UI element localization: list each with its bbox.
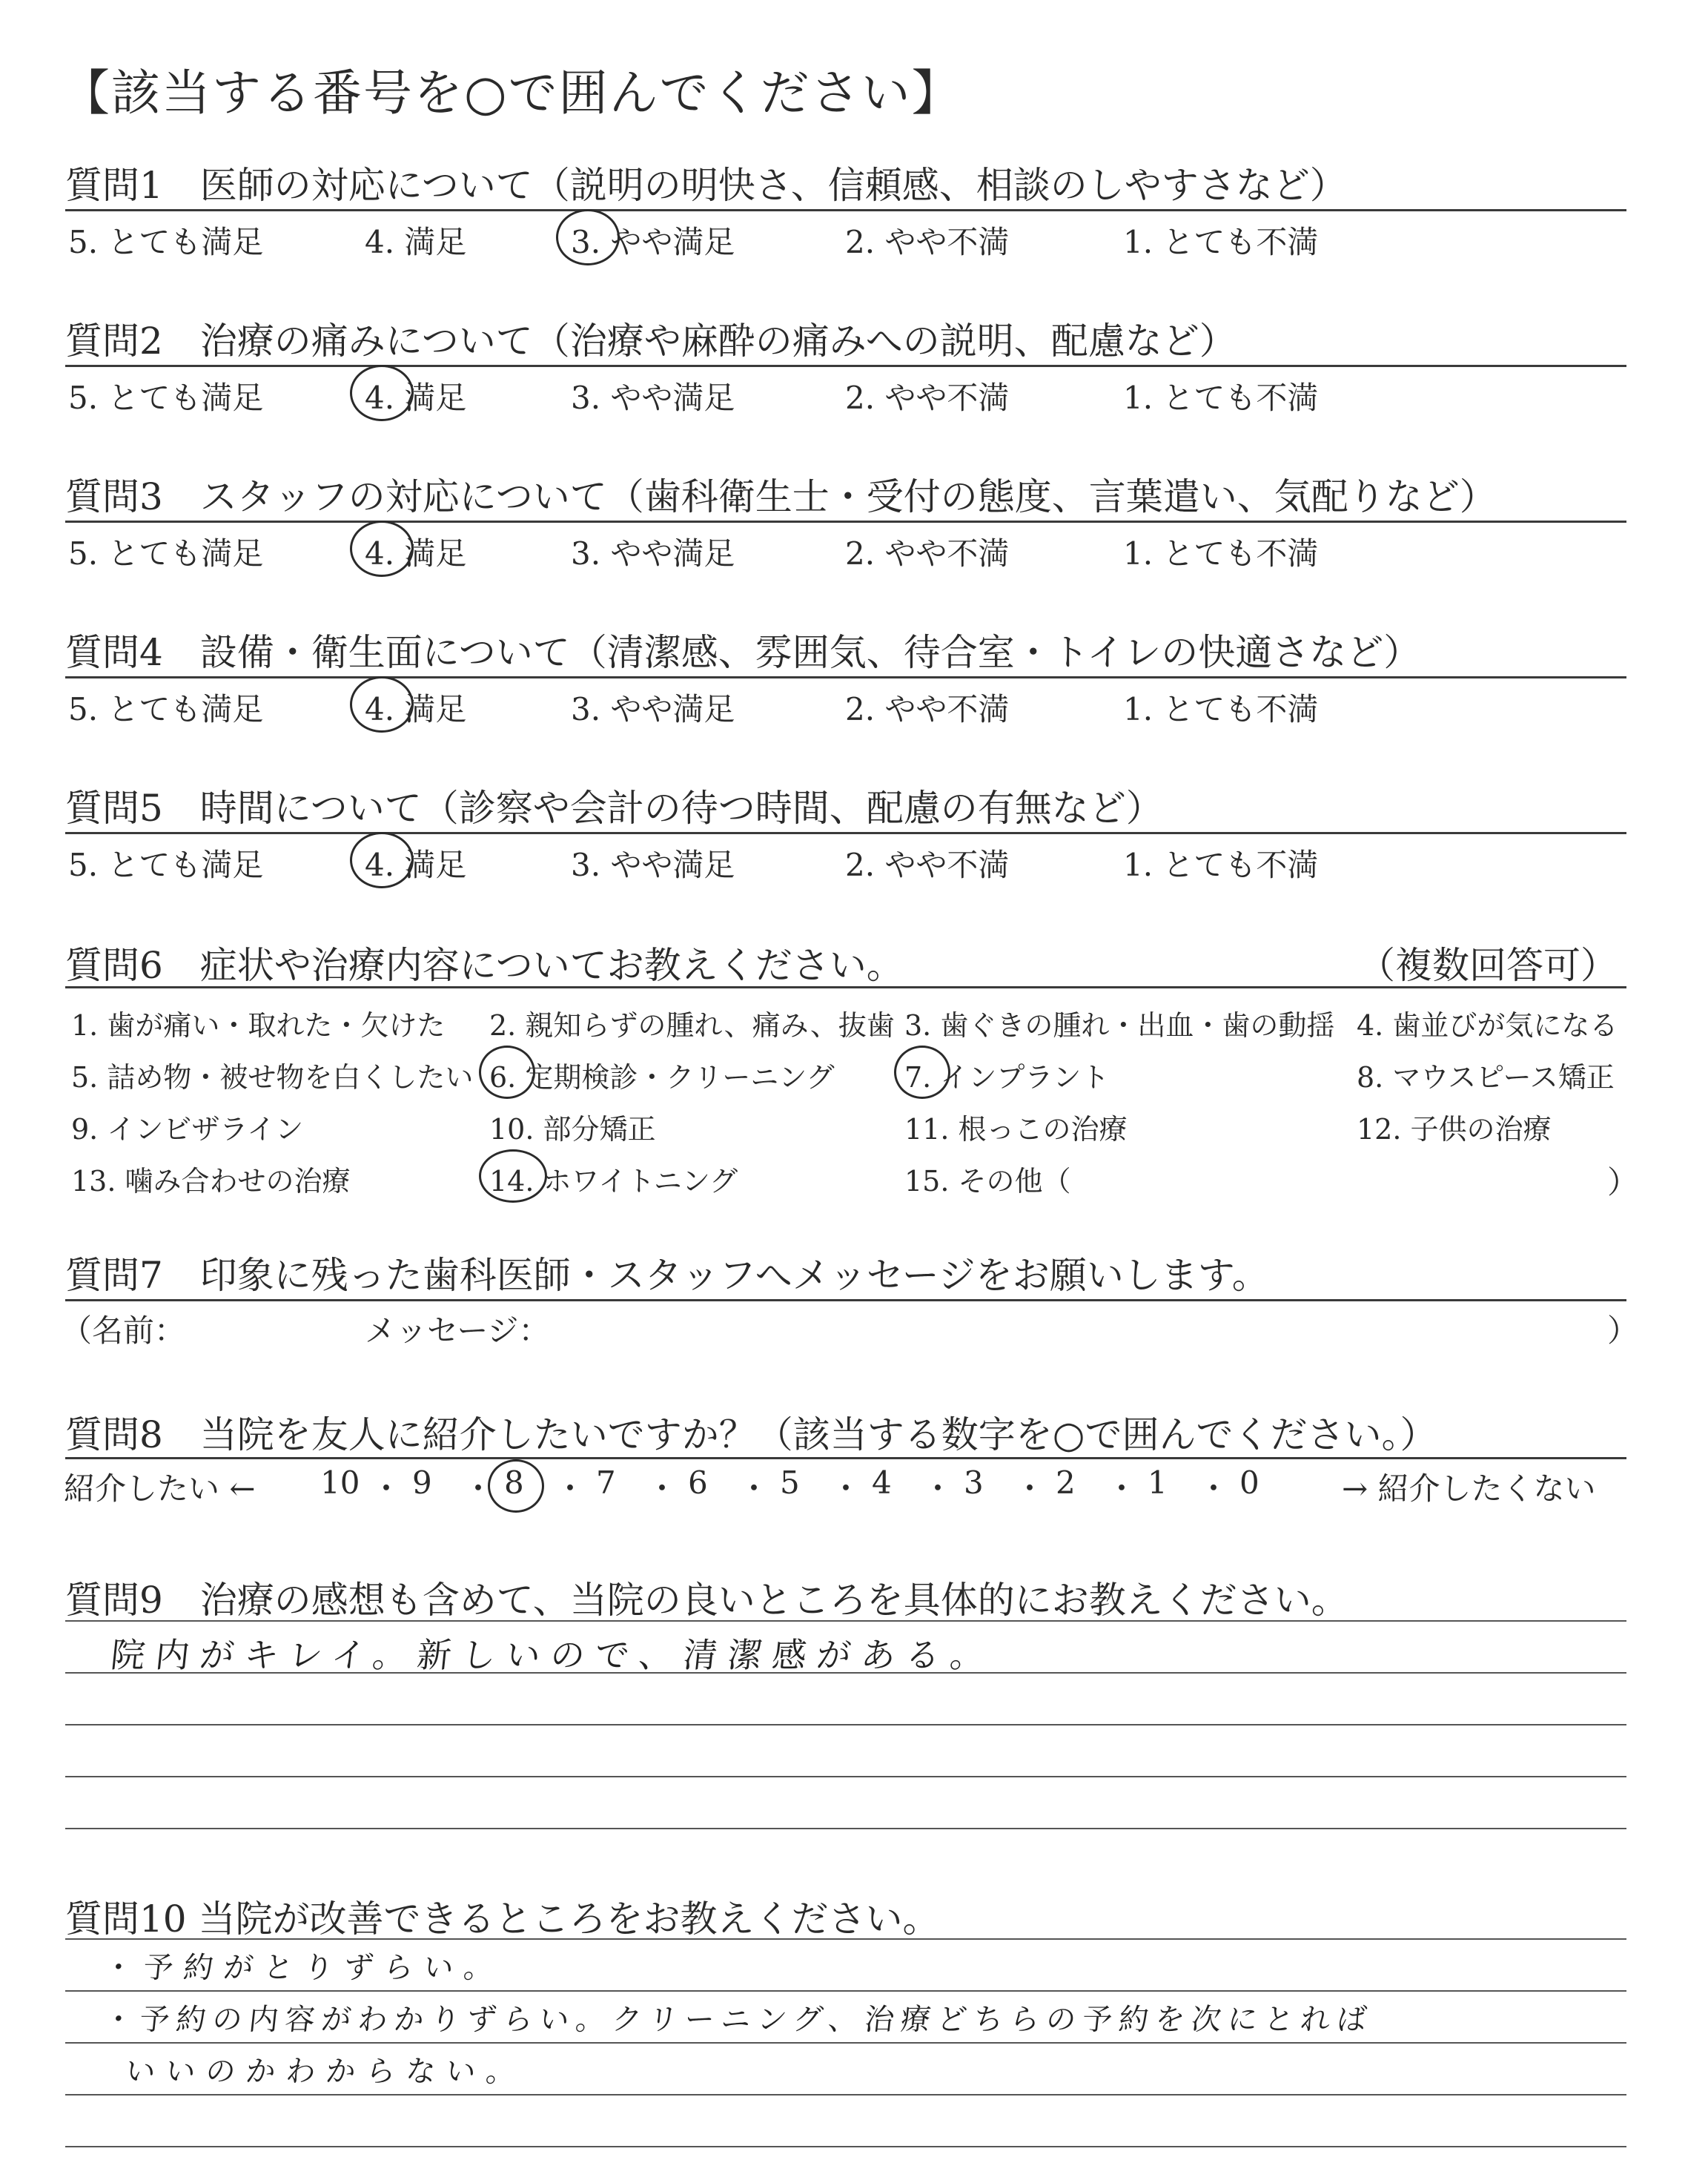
- q8-number-9[interactable]: 9: [412, 1464, 432, 1501]
- q8-number-5[interactable]: 5: [780, 1464, 800, 1501]
- q10-line-5: [65, 2146, 1626, 2147]
- q7-name-label: （名前：: [61, 1312, 186, 1349]
- q4-option-4[interactable]: 4. 満足: [365, 691, 467, 727]
- q8-title: 質問8 当院を友人に紹介したいですか？（該当する数字を○で囲んでください。）: [65, 1413, 1437, 1456]
- q3-option-1[interactable]: 1. とても不満: [1123, 535, 1319, 572]
- q8-separator: ・: [1198, 1470, 1230, 1507]
- q10-answer-line-1: ・予約がとりずらい。: [102, 1951, 506, 1985]
- q6-selection-circle: [479, 1046, 535, 1099]
- q8-number-3[interactable]: 3: [964, 1464, 984, 1501]
- q8-number-0[interactable]: 0: [1239, 1464, 1260, 1501]
- q5-selection-circle: [350, 832, 414, 888]
- q10-line-3: [65, 2042, 1626, 2044]
- q10-title: 質問10 当院が改善できるところをお教えください。: [65, 1898, 940, 1941]
- q10-line-4: [65, 2094, 1626, 2095]
- q3-option-5[interactable]: 5. とても満足: [68, 535, 264, 572]
- q8-separator: ・: [1106, 1470, 1138, 1507]
- q3-rule: [65, 521, 1626, 523]
- q10-answer-line-3: いいのかわからない。: [124, 2055, 529, 2089]
- q1-selection-circle: [556, 209, 620, 265]
- q4-rule: [65, 676, 1626, 678]
- q1-title: 質問1 医師の対応について（説明の明快さ、信頼感、相談のしやすさなど）: [65, 164, 1347, 207]
- q6-selection-circle: [479, 1149, 547, 1203]
- q2-rule: [65, 365, 1626, 367]
- q8-separator: ・: [555, 1470, 586, 1507]
- q4-option-2[interactable]: 2. やや不満: [845, 691, 1010, 727]
- q8-number-1[interactable]: 1: [1148, 1464, 1168, 1501]
- q5-option-4[interactable]: 4. 満足: [365, 847, 467, 883]
- q6-option-6[interactable]: 6. 定期検診・クリーニング: [489, 1061, 835, 1094]
- q6-option-15[interactable]: 15. その他（: [904, 1165, 1071, 1198]
- q5-option-3[interactable]: 3. やや満足: [571, 847, 735, 883]
- q9-line-3: [65, 1724, 1626, 1725]
- q2-option-2[interactable]: 2. やや不満: [845, 380, 1010, 416]
- q2-title: 質問2 治療の痛みについて（治療や麻酔の痛みへの説明、配慮など）: [65, 320, 1237, 363]
- q6-option-10[interactable]: 10. 部分矯正: [489, 1113, 656, 1146]
- q1-option-4[interactable]: 4. 満足: [365, 224, 467, 260]
- q8-rule: [65, 1457, 1626, 1459]
- q6-option-8[interactable]: 8. マウスピース矯正: [1357, 1061, 1615, 1094]
- q8-separator: ・: [1014, 1470, 1046, 1507]
- q6-option-9[interactable]: 9. インビザライン: [71, 1113, 304, 1146]
- q6-option-11[interactable]: 11. 根っこの治療: [904, 1113, 1128, 1146]
- q4-option-3[interactable]: 3. やや満足: [571, 691, 735, 727]
- q5-option-1[interactable]: 1. とても不満: [1123, 847, 1319, 883]
- q6-option-13[interactable]: 13. 噛み合わせの治療: [71, 1165, 351, 1198]
- q3-option-3[interactable]: 3. やや満足: [571, 535, 735, 572]
- q10-line-1: [65, 1938, 1626, 1940]
- q8-separator: ・: [646, 1470, 678, 1507]
- q2-option-1[interactable]: 1. とても不満: [1123, 380, 1319, 416]
- q6-option-1[interactable]: 1. 歯が痛い・取れた・欠けた: [71, 1009, 446, 1042]
- q3-option-2[interactable]: 2. やや不満: [845, 535, 1010, 572]
- q1-option-2[interactable]: 2. やや不満: [845, 224, 1010, 260]
- q1-option-3[interactable]: 3. やや満足: [571, 224, 735, 260]
- q6-option-14[interactable]: 14. ホワイトニング: [489, 1165, 738, 1198]
- q6-note: （複数回答可）: [1358, 944, 1618, 987]
- q7-close-paren: ）: [1607, 1312, 1639, 1349]
- q2-option-5[interactable]: 5. とても満足: [68, 380, 264, 416]
- q8-separator: ・: [922, 1470, 954, 1507]
- q10-line-2: [65, 1990, 1626, 1992]
- q6-option-7[interactable]: 7. インプラント: [904, 1061, 1110, 1094]
- q2-selection-circle: [350, 365, 414, 421]
- q8-separator: ・: [830, 1470, 862, 1507]
- q6-close-paren: ）: [1607, 1164, 1639, 1200]
- q8-separator: ・: [738, 1470, 770, 1507]
- q4-option-1[interactable]: 1. とても不満: [1123, 691, 1319, 727]
- q5-option-2[interactable]: 2. やや不満: [845, 847, 1010, 883]
- q9-line-4: [65, 1776, 1626, 1777]
- q8-number-4[interactable]: 4: [872, 1464, 892, 1501]
- q6-option-5[interactable]: 5. 詰め物・被せ物を白くしたい: [71, 1061, 474, 1094]
- q5-option-5[interactable]: 5. とても満足: [68, 847, 264, 883]
- q3-title: 質問3 スタッフの対応について（歯科衛生士・受付の態度、言葉遣い、気配りなど）: [65, 475, 1497, 518]
- q4-selection-circle: [350, 676, 414, 733]
- q1-rule: [65, 209, 1626, 211]
- q8-number-8[interactable]: 8: [504, 1464, 524, 1501]
- q7-title: 質問7 印象に残った歯科医師・スタッフへメッセージをお願いします。: [65, 1254, 1269, 1297]
- q6-rule: [65, 986, 1626, 988]
- q6-title: 質問6 症状や治療内容についてお教えください。: [65, 944, 904, 987]
- q6-option-3[interactable]: 3. 歯ぐきの腫れ・出血・歯の動揺: [904, 1009, 1335, 1042]
- q8-number-6[interactable]: 6: [688, 1464, 708, 1501]
- q9-line-1: [65, 1620, 1626, 1622]
- q6-option-2[interactable]: 2. 親知らずの腫れ、痛み、抜歯: [489, 1009, 895, 1042]
- q8-number-2[interactable]: 2: [1056, 1464, 1076, 1501]
- q6-selection-circle: [894, 1046, 950, 1099]
- q1-option-1[interactable]: 1. とても不満: [1123, 224, 1319, 260]
- q5-rule: [65, 832, 1626, 834]
- q9-answer-line-1: 院内がキレイ。新しいので、清潔感がある。: [108, 1635, 997, 1675]
- q7-message-label: メッセージ：: [365, 1312, 550, 1349]
- q1-option-5[interactable]: 5. とても満足: [68, 224, 264, 260]
- q4-option-5[interactable]: 5. とても満足: [68, 691, 264, 727]
- q7-rule: [65, 1299, 1626, 1301]
- q6-option-12[interactable]: 12. 子供の治療: [1357, 1113, 1552, 1146]
- q8-left-label: 紹介したい ←: [64, 1470, 256, 1507]
- q6-option-4[interactable]: 4. 歯並びが気になる: [1357, 1009, 1618, 1042]
- q8-separator: ・: [463, 1470, 494, 1507]
- q9-line-5: [65, 1828, 1626, 1829]
- instruction-header: 【該当する番号を○で囲んでください】: [61, 65, 962, 122]
- q8-number-7[interactable]: 7: [596, 1464, 616, 1501]
- q8-number-10[interactable]: 10: [320, 1464, 360, 1501]
- q10-answer-line-2: ・予約の内容がわかりずらい。クリーニング、治療どちらの予約を次にとれば: [102, 2003, 1375, 2037]
- q5-title: 質問5 時間について（診察や会計の待つ時間、配慮の有無など）: [65, 787, 1163, 830]
- q3-option-4[interactable]: 4. 満足: [365, 535, 467, 572]
- q8-right-label: → 紹介したくない: [1342, 1470, 1596, 1507]
- q9-title: 質問9 治療の感想も含めて、当院の良いところを具体的にお教えください。: [65, 1579, 1348, 1622]
- q8-selection-circle: [488, 1459, 544, 1513]
- q2-option-4[interactable]: 4. 満足: [365, 380, 467, 416]
- q2-option-3[interactable]: 3. やや満足: [571, 380, 735, 416]
- q3-selection-circle: [350, 521, 414, 577]
- q4-title: 質問4 設備・衛生面について（清潔感、雰囲気、待合室・トイレの快適さなど）: [65, 631, 1421, 674]
- q8-separator: ・: [371, 1470, 403, 1507]
